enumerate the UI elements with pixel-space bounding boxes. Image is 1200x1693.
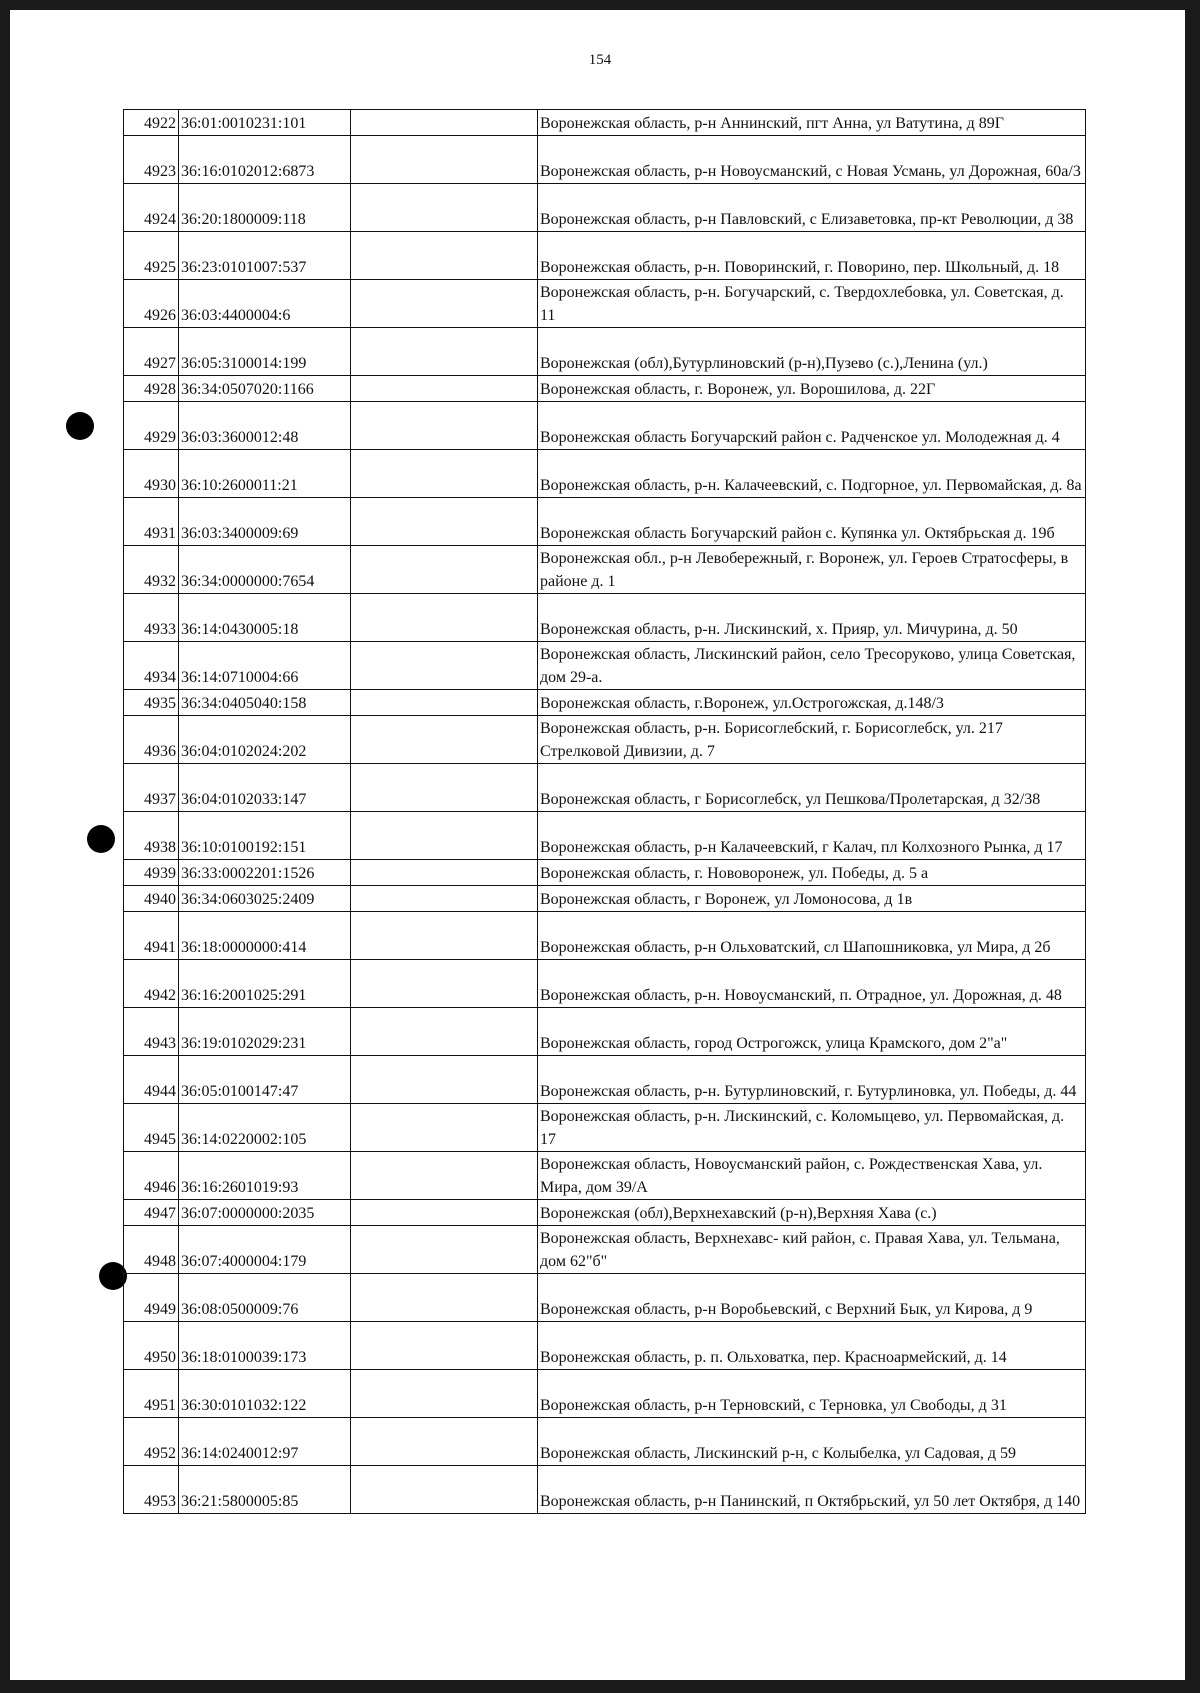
row-number-cell: 4927 xyxy=(124,328,179,376)
empty-cell xyxy=(351,1322,538,1370)
table-row xyxy=(124,764,1086,812)
address-cell: Воронежская область, г. Нововоронеж, ул. Победы, д. 5 а xyxy=(538,860,1086,886)
empty-cell xyxy=(351,1466,538,1514)
address-cell: Воронежская область, р-н. Калачеевский, с. Подгорное, ул. Первомайская, д. 8а xyxy=(538,450,1086,498)
table-row xyxy=(124,498,1086,546)
address-cell: Воронежская (обл),Верхнехавский (р-н),Верхняя Хава (с.) xyxy=(538,1200,1086,1226)
row-number-cell: 4937 xyxy=(124,764,179,812)
cadastral-number-cell: 36:21:5800005:85 xyxy=(179,1466,351,1514)
cadastral-number-cell: 36:34:0405040:158 xyxy=(179,690,351,716)
table-row xyxy=(124,1056,1086,1104)
table-row xyxy=(124,280,1086,328)
row-number-cell: 4931 xyxy=(124,498,179,546)
cadastral-number-cell: 36:33:0002201:1526 xyxy=(179,860,351,886)
empty-cell xyxy=(351,136,538,184)
cadastral-number-cell: 36:10:2600011:21 xyxy=(179,450,351,498)
row-number-cell: 4952 xyxy=(124,1418,179,1466)
cadastral-number-cell: 36:34:0507020:1166 xyxy=(179,376,351,402)
table-row xyxy=(124,1274,1086,1322)
cadastral-number-cell: 36:23:0101007:537 xyxy=(179,232,351,280)
cadastral-number-cell: 36:05:0100147:47 xyxy=(179,1056,351,1104)
table-row xyxy=(124,450,1086,498)
row-number-cell: 4926 xyxy=(124,280,179,328)
address-cell: Воронежская область, р-н Аннинский, пгт Анна, ул Ватутина, д 89Г xyxy=(538,110,1086,136)
page-number: 154 xyxy=(588,52,612,68)
address-cell: Воронежская область Богучарский район с. Купянка ул. Октябрьская д. 19б xyxy=(538,498,1086,546)
empty-cell xyxy=(351,184,538,232)
table-row xyxy=(124,402,1086,450)
row-number-cell: 4944 xyxy=(124,1056,179,1104)
empty-cell xyxy=(351,690,538,716)
cadastral-number-cell: 36:34:0603025:2409 xyxy=(179,886,351,912)
table-row xyxy=(124,1008,1086,1056)
table-row xyxy=(124,184,1086,232)
cadastral-number-cell: 36:07:4000004:179 xyxy=(179,1226,351,1274)
cadastral-number-cell: 36:05:3100014:199 xyxy=(179,328,351,376)
cadastral-number-cell: 36:34:0000000:7654 xyxy=(179,546,351,594)
row-number-cell: 4950 xyxy=(124,1322,179,1370)
table-row xyxy=(124,716,1086,764)
address-cell: Воронежская область, р-н Павловский, с Елизаветовка, пр-кт Революции, д 38 xyxy=(538,184,1086,232)
cadastral-number-cell: 36:04:0102033:147 xyxy=(179,764,351,812)
address-cell: Воронежская область, Верхнехавс- кий район, с. Правая Хава, ул. Тельмана, дом 62"б" xyxy=(538,1226,1086,1274)
empty-cell xyxy=(351,546,538,594)
row-number-cell: 4928 xyxy=(124,376,179,402)
cadastral-number-cell: 36:10:0100192:151 xyxy=(179,812,351,860)
address-cell: Воронежская область, р-н. Борисоглебский, г. Борисоглебск, ул. 217 Стрелковой Дивизии, д. 7 xyxy=(538,716,1086,764)
row-number-cell: 4939 xyxy=(124,860,179,886)
empty-cell xyxy=(351,232,538,280)
row-number-cell: 4940 xyxy=(124,886,179,912)
table-row xyxy=(124,110,1086,136)
row-number-cell: 4935 xyxy=(124,690,179,716)
empty-cell xyxy=(351,498,538,546)
cadastral-number-cell: 36:08:0500009:76 xyxy=(179,1274,351,1322)
table-row xyxy=(124,328,1086,376)
address-cell: Воронежская область, р-н Калачеевский, г Калач, пл Колхозного Рынка, д 17 xyxy=(538,812,1086,860)
empty-cell xyxy=(351,110,538,136)
empty-cell xyxy=(351,886,538,912)
address-cell: Воронежская область, г Воронеж, ул Ломоносова, д 1в xyxy=(538,886,1086,912)
address-cell: Воронежская область, г. Воронеж, ул. Ворошилова, д. 22Г xyxy=(538,376,1086,402)
row-number-cell: 4934 xyxy=(124,642,179,690)
empty-cell xyxy=(351,960,538,1008)
row-number-cell: 4938 xyxy=(124,812,179,860)
table-row xyxy=(124,376,1086,402)
address-cell: Воронежская область, р-н Воробьевский, с Верхний Бык, ул Кирова, д 9 xyxy=(538,1274,1086,1322)
table-row xyxy=(124,1226,1086,1274)
empty-cell xyxy=(351,1370,538,1418)
row-number-cell: 4948 xyxy=(124,1226,179,1274)
cadastral-number-cell: 36:16:2601019:93 xyxy=(179,1152,351,1200)
cadastral-number-cell: 36:07:0000000:2035 xyxy=(179,1200,351,1226)
row-number-cell: 4943 xyxy=(124,1008,179,1056)
cadastral-number-cell: 36:30:0101032:122 xyxy=(179,1370,351,1418)
row-number-cell: 4922 xyxy=(124,110,179,136)
table-row xyxy=(124,1152,1086,1200)
row-number-cell: 4951 xyxy=(124,1370,179,1418)
address-cell: Воронежская (обл),Бутурлиновский (р-н),Пузево (с.),Ленина (ул.) xyxy=(538,328,1086,376)
cadastral-number-cell: 36:16:0102012:6873 xyxy=(179,136,351,184)
empty-cell xyxy=(351,1104,538,1152)
empty-cell xyxy=(351,764,538,812)
address-cell: Воронежская область, р-н. Богучарский, с. Твердохлебовка, ул. Советская, д. 11 xyxy=(538,280,1086,328)
address-cell: Воронежская область, город Острогожск, улица Крамского, дом 2"а" xyxy=(538,1008,1086,1056)
empty-cell xyxy=(351,280,538,328)
row-number-cell: 4932 xyxy=(124,546,179,594)
row-number-cell: 4949 xyxy=(124,1274,179,1322)
property-register-table xyxy=(123,109,1086,1514)
empty-cell xyxy=(351,1008,538,1056)
empty-cell xyxy=(351,328,538,376)
address-cell: Воронежская область, г.Воронеж, ул.Острогожская, д.148/3 xyxy=(538,690,1086,716)
address-cell: Воронежская область, р. п. Ольховатка, пер. Красноармейский, д. 14 xyxy=(538,1322,1086,1370)
address-cell: Воронежская область, Лискинский р-н, с Колыбелка, ул Садовая, д 59 xyxy=(538,1418,1086,1466)
row-number-cell: 4945 xyxy=(124,1104,179,1152)
row-number-cell: 4953 xyxy=(124,1466,179,1514)
empty-cell xyxy=(351,594,538,642)
empty-cell xyxy=(351,716,538,764)
table-row xyxy=(124,1370,1086,1418)
empty-cell xyxy=(351,860,538,886)
address-cell: Воронежская область, р-н Ольховатский, сл Шапошниковка, ул Мира, д 2б xyxy=(538,912,1086,960)
cadastral-number-cell: 36:03:3600012:48 xyxy=(179,402,351,450)
empty-cell xyxy=(351,402,538,450)
address-cell: Воронежская область, р-н Терновский, с Терновка, ул Свободы, д 31 xyxy=(538,1370,1086,1418)
row-number-cell: 4923 xyxy=(124,136,179,184)
address-cell: Воронежская область, г Борисоглебск, ул Пешкова/Пролетарская, д 32/38 xyxy=(538,764,1086,812)
cadastral-number-cell: 36:16:2001025:291 xyxy=(179,960,351,1008)
address-cell: Воронежская область, р-н Панинский, п Октябрьский, ул 50 лет Октября, д 140 xyxy=(538,1466,1086,1514)
cadastral-number-cell: 36:04:0102024:202 xyxy=(179,716,351,764)
cadastral-number-cell: 36:18:0100039:173 xyxy=(179,1322,351,1370)
table-row xyxy=(124,642,1086,690)
punch-hole xyxy=(66,412,94,440)
row-number-cell: 4930 xyxy=(124,450,179,498)
address-cell: Воронежская область, р-н. Бутурлиновский, г. Бутурлиновка, ул. Победы, д. 44 xyxy=(538,1056,1086,1104)
row-number-cell: 4936 xyxy=(124,716,179,764)
cadastral-number-cell: 36:19:0102029:231 xyxy=(179,1008,351,1056)
address-cell: Воронежская обл., р-н Левобережный, г. Воронеж, ул. Героев Стратосферы, в районе д. 1 xyxy=(538,546,1086,594)
row-number-cell: 4947 xyxy=(124,1200,179,1226)
table-row xyxy=(124,912,1086,960)
empty-cell xyxy=(351,912,538,960)
cadastral-number-cell: 36:03:4400004:6 xyxy=(179,280,351,328)
cadastral-number-cell: 36:14:0710004:66 xyxy=(179,642,351,690)
table-row xyxy=(124,1466,1086,1514)
empty-cell xyxy=(351,812,538,860)
empty-cell xyxy=(351,642,538,690)
cadastral-number-cell: 36:14:0240012:97 xyxy=(179,1418,351,1466)
punch-hole xyxy=(87,825,115,853)
table-row xyxy=(124,136,1086,184)
table-row xyxy=(124,232,1086,280)
table-row xyxy=(124,960,1086,1008)
table-row xyxy=(124,594,1086,642)
address-cell: Воронежская область, р-н. Лискинский, с. Коломыцево, ул. Первомайская, д. 17 xyxy=(538,1104,1086,1152)
cadastral-number-cell: 36:03:3400009:69 xyxy=(179,498,351,546)
empty-cell xyxy=(351,376,538,402)
cadastral-number-cell: 36:18:0000000:414 xyxy=(179,912,351,960)
empty-cell xyxy=(351,1226,538,1274)
table-row xyxy=(124,1322,1086,1370)
table-row xyxy=(124,860,1086,886)
address-cell: Воронежская область, р-н. Поворинский, г. Поворино, пер. Школьный, д. 18 xyxy=(538,232,1086,280)
address-cell: Воронежская область, Новоусманский район, с. Рождественская Хава, ул. Мира, дом 39/А xyxy=(538,1152,1086,1200)
table-row xyxy=(124,690,1086,716)
row-number-cell: 4946 xyxy=(124,1152,179,1200)
cadastral-number-cell: 36:14:0430005:18 xyxy=(179,594,351,642)
table-row xyxy=(124,886,1086,912)
address-cell: Воронежская область, р-н. Лискинский, х. Прияр, ул. Мичурина, д. 50 xyxy=(538,594,1086,642)
table-row xyxy=(124,1104,1086,1152)
cadastral-number-cell: 36:01:0010231:101 xyxy=(179,110,351,136)
address-cell: Воронежская область, р-н. Новоусманский, п. Отрадное, ул. Дорожная, д. 48 xyxy=(538,960,1086,1008)
cadastral-number-cell: 36:20:1800009:118 xyxy=(179,184,351,232)
address-cell: Воронежская область, р-н Новоусманский, с Новая Усмань, ул Дорожная, 60а/3 xyxy=(538,136,1086,184)
row-number-cell: 4925 xyxy=(124,232,179,280)
row-number-cell: 4924 xyxy=(124,184,179,232)
row-number-cell: 4929 xyxy=(124,402,179,450)
row-number-cell: 4942 xyxy=(124,960,179,1008)
empty-cell xyxy=(351,1418,538,1466)
row-number-cell: 4933 xyxy=(124,594,179,642)
empty-cell xyxy=(351,450,538,498)
table-row xyxy=(124,1200,1086,1226)
table-row xyxy=(124,546,1086,594)
empty-cell xyxy=(351,1152,538,1200)
table-row xyxy=(124,812,1086,860)
table-row xyxy=(124,1418,1086,1466)
empty-cell xyxy=(351,1274,538,1322)
address-cell: Воронежская область, Лискинский район, село Тресоруково, улица Советская, дом 29-а. xyxy=(538,642,1086,690)
empty-cell xyxy=(351,1056,538,1104)
cadastral-number-cell: 36:14:0220002:105 xyxy=(179,1104,351,1152)
row-number-cell: 4941 xyxy=(124,912,179,960)
address-cell: Воронежская область Богучарский район с. Радченское ул. Молодежная д. 4 xyxy=(538,402,1086,450)
empty-cell xyxy=(351,1200,538,1226)
